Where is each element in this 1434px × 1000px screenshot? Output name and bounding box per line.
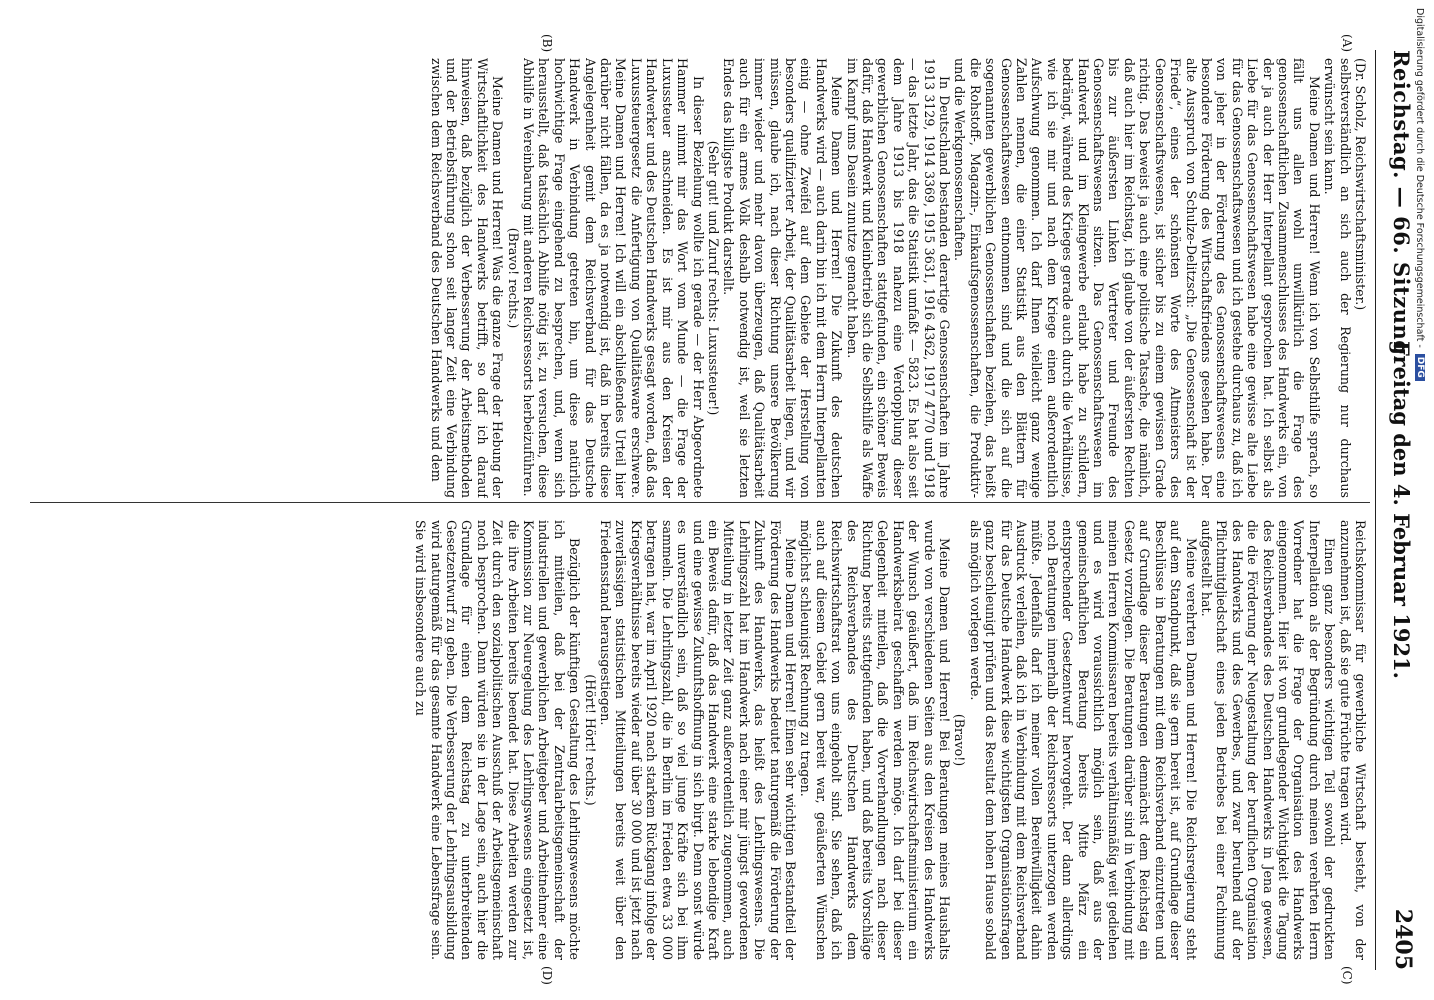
interjection: (Bravo! rechts.) [505, 227, 521, 329]
paragraph: In Deutschland bestanden derartige Genossenschaften im Jahre 1913 3129, 1914 3369, 1915 3631, 1916 4362, 1917 4770 und 1918 — das letzte Jahr, das die Statistik umfaßt — 5823. Es hat also seit dem Jahre 1913 bis 1918 nahezu eine Verdopplung dieser gewerblichen Genossenschaften stattgefunden, ein schöner Beweis dafür, daß Handwerk und Kleinbetrieb sich die Selbsthilfe als Waffe im Kampf ums Dasein zunutze gemacht haben. [844, 58, 953, 498]
right-text-column [20, 520, 1368, 960]
margin-marker-c: (C) [1340, 966, 1354, 985]
header-left-title: Reichstag. — 66. Sitzung. [1389, 50, 1414, 364]
interjection: (Bravo!) [952, 713, 968, 767]
paragraph: Meine Damen und Herren! Was die ganze Frage der Hebung der Wirtschaftlichkeit des Handwerks betrifft, so darf ich darauf hinweisen, daß bezüglich der Verbesserung der Arbeitsmethoden und der Betriebsführung schon seit langer Zeit eine Verbindung zwischen dem Reichsverband des Deutschen Handwerks und dem [428, 58, 506, 498]
header-rule [1375, 50, 1376, 970]
paragraph: In dieser Beziehung wollte ich gerade — der Herr Abgeordnete Hammer nimmt mir das Wort vom Munde — die Frage der Luxussteuer anschneiden. Es ist mir aus den Kreisen der Handwerker und des Deutschen Handwerks gesagt worden, daß das Luxussteuergesetz die Anfertigung von Qualitätsware erschwere. Meine Damen und Herren! Ich will ein abschließendes Urteil hier darüber nicht fällen, da es ja notwendig ist, daß in bereits diese Angelegenheit gemit dem Reichsverband für das Deutsche Handwerk in Verbindung getreten bin, um diese natürlich hochwichtige Frage eingehend zu besprechen, und, wenn sich herausstellt, daß tatsächlich Abhilfe nötig ist, zu versuchen, diese Abhilfe in Vereinbarung mit anderen Reichsressorts herbeizuführen. [521, 58, 706, 498]
header-date: Freitag den 4. Februar 1921. [1389, 341, 1414, 679]
column-divider [30, 502, 1370, 503]
interjection: (Sehr gut! und Zuruf rechts: Luxussteuer!) [705, 140, 721, 416]
paragraph: Reichskommissar für gewerbliche Wirtschaft besteht, von der anzunehmen ist, daß sie gute Früchte tragen wird. [1337, 520, 1368, 960]
paragraph: Meine Damen und Herren! Einen sehr wichtigen Bestandteil der Förderung des Handwerks bedeutet naturgemäß die Förderung der Zukunft des Handwerks, das heißt des Lehrlingswesens. Die Lehrlingszahl hat im Handwerk nach einer mir jüngst gewordenen Mitteilung in letzter Zeit ganz außerordentlich zugenommen, auch ein Beweis dafür, daß das Handwerk eine starke lebendige Kraft und eine gewisse Zukunftshoffnung in sich birgt. Denn sonst würde es unverständlich sein, daß so viel junge Kräfte sich bei ihm sammeln. Die Lehrlingszahl, die in Berlin im Frieden etwa 33 000 betragen hat, war im April 1920 nach starkem Rückgang infolge der Kriegsverhältnisse bereits wieder auf über 30 000 und ist jetzt nach zuverlässigen statistischen Mitteilungen bereits weit über den Friedensstand herausgestiegen. [598, 520, 798, 960]
paragraph: Meine verehrten Damen und Herren! Die Reichsregierung steht auf dem Standpunkt, daß sie gern bereit ist, auf Grundlage dieser Beschlüsse in Beratungen mit dem Reichsverband einzutreten und auf Grundlage dieser Beratungen demnächst dem Reichstag ein Gesetz vorzulegen. Die Beratungen darüber sind in Verbindung mit meinen Herren Kommissaren bereits verhältnismäßig weit gediehen und es wird voraussichtlich möglich sein, daß aus der gemeinschaftlichen Beratung bereits Mitte März ein entsprechender Gesetzentwurf hervorgeht. Der dann allerdings noch Beratungen innerhalb der Reichsressorts unterzogen werden müßte. Jedenfalls darf ich meiner vollen Bereitwilligkeit dahin Ausdruck verleihen, daß ich in Verbindung mit dem Reichsverband für das Deutsche Handwerk diese wichtigsten Organisationsfragen ganz beschleunigt prüfen und das Resultat dem hohen Hause sobald als möglich vorlegen werde. [967, 520, 1199, 960]
paragraph: Meine Damen und Herren! Bei Beratungen meines Haushalts wurde von verschiedenen Seiten aus den Kreisen des Handwerks der Wunsch geäußert, daß im Reichswirtschaftsministerium ein Handwerksbeirat geschaffen werden möge. Ich darf bei dieser Gelegenheit mitteilen, daß die Vorverhandlungen nach dieser Richtung bereits stattgefunden haben, und daß bereits Vorschläge des Reichsverbandes des Deutschen Handwerks dem Reichswirtschaftsrat von uns eingeholt sind. Sie sehen, daß ich auch auf diesem Gebiet gern bereit war, geäußerten Wünschen möglichst schleunigst Rechnung zu tragen. [798, 520, 953, 960]
paragraph: Bezüglich der künftigen Gestaltung des Lehrlingswesens möchte ich mitteilen, daß bei der Zentralarbeitsgemeinschaft der industriellen und gewerblichen Arbeitgeber und Arbeitnehmer eine Kommission zur Neuregelung des Lehrlingswesens eingesetzt ist, die ihre Arbeiten bereits beendet hat. Diese Arbeiten werden zur Zeit durch den sozialpolitischen Ausschuß der Arbeitsgemeinschaft noch besprochen. Dann würden sie in der Lage sein, auch hier die Grundlage für einen dem Reichstag zu unterbreitenden Gesetzentwurf zu geben. Die Verbesserung der Lehrlingsausbildung wird naturgemäß für das gesamte Handwerk eine Lebensfrage sein. Sie wird insbesondere auch zu [413, 520, 583, 960]
digitization-credit [1410, 8, 1430, 988]
interjection: (Hört! Hört! rechts.) [582, 674, 598, 806]
paragraph: Einen ganz besonders wichtigen Teil sowohl der gedruckten Interpellation als der Begründung durch meinen verehrten Herrn Vorredner hat die Frage der Organisation des Handwerks eingenommen. Hier ist von grundlegender Wichtigkeit die Tagung des Reichsverbandes des Deutschen Handwerks in Jena gewesen, die die Förderung der Neugestaltung der beruflichen Organisation des Handwerks und des Gewerbes, und zwar beruhend auf der Pflichtmitgliedschaft eines jeden Betriebes bei einer Fachinnung aufgestellt hat. [1198, 520, 1338, 960]
margin-marker-d: (D) [540, 966, 554, 985]
margin-marker-a: (A) [1340, 34, 1354, 53]
paragraph: Meine Damen und Herren! Wenn ich von Selbsthilfe sprach, so fällt uns allen wohl unwillkürlich die Frage des genossenschaftlichen Zusammenschlusses des Handwerks ein, von der ja auch der Herr Interpellant gesprochen hat. Ich selbst als Liebe für das Genossenschaftswesen habe eine gewisse alte Liebe für das Genossenschaftswesen und ich gestehe durchaus zu, daß ich von jeher in der Förderung des Genossenschaftswesens eine besondere Förderung des Wirtschaftsfriedens gesehen habe. Der alte Ausspruch von Schulze-Delitzsch: „Die Genossenschaft ist der Friede“, eines der schönsten Worte des Altmeisters des Genossenschaftswesens, ist sicher bis zu einem gewissen Grade richtig. Das beweist ja auch eine politische Tatsache, die nämlich, daß auch hier im Reichstag, ich glaube von der äußersten Rechten bis zur äußersten Linken Vertreter und Freunde des Genossenschaftswesens sitzen. Das Genossenschaftswesen im Handwerk und im Kleingewerbe erlaubt habe zu schildern, bedrängt, während des Krieges gerade auch durch die Verhältnisse, wie ich sie mir und nach dem Kriege einen außerordentlich Aufschwung genommen. Ich darf Ihnen vielleicht ganz wenige Zahlen nennen, die einer Statistik aus den Blättern für Genossenschaftswesen entnommen sind und die sich auf die sogenannten gewerblichen Genossenschaften beziehen, das heißt die Rohstoff-, Magazin-, Einkaufsgenossenschaften, die Produktiv- und die Werkgenossenschaften. [952, 58, 1322, 498]
dfg-logo: DFG [1415, 354, 1425, 381]
paragraph: (Dr. Scholz, Reichswirtschaftsminister.) [1353, 58, 1368, 311]
paragraph: Meine Damen und Herren! Die Zukunft des deutschen Handwerks wird — auch darin bin ich mit dem Herrn Interpellanten einig — ohne Zweifel auf dem Gebiete der Herstellung von besonders qualifizierter Arbeit, der Qualitätsarbeit liegen, und wir müssen, glaube ich, nach dieser Richtung unsere Bevölkerung immer wieder und mehr davon überzeugen, daß Qualitätsarbeit auch für ein armes Volk deshalb notwendig ist, weil sie letzten Endes das billigste Produkt darstellt. [721, 58, 845, 498]
left-text-column [20, 58, 1368, 498]
paragraph: selbstverständlich an sich auch der Regierung nur durchaus erwünscht sein kann. [1322, 58, 1353, 498]
margin-marker-b: (B) [540, 34, 554, 53]
page-number: 2405 [1390, 908, 1416, 970]
digitization-credit-text: Digitalisierung gefördert durch die Deutsche Forschungsgemeinschaft - [1414, 8, 1426, 348]
